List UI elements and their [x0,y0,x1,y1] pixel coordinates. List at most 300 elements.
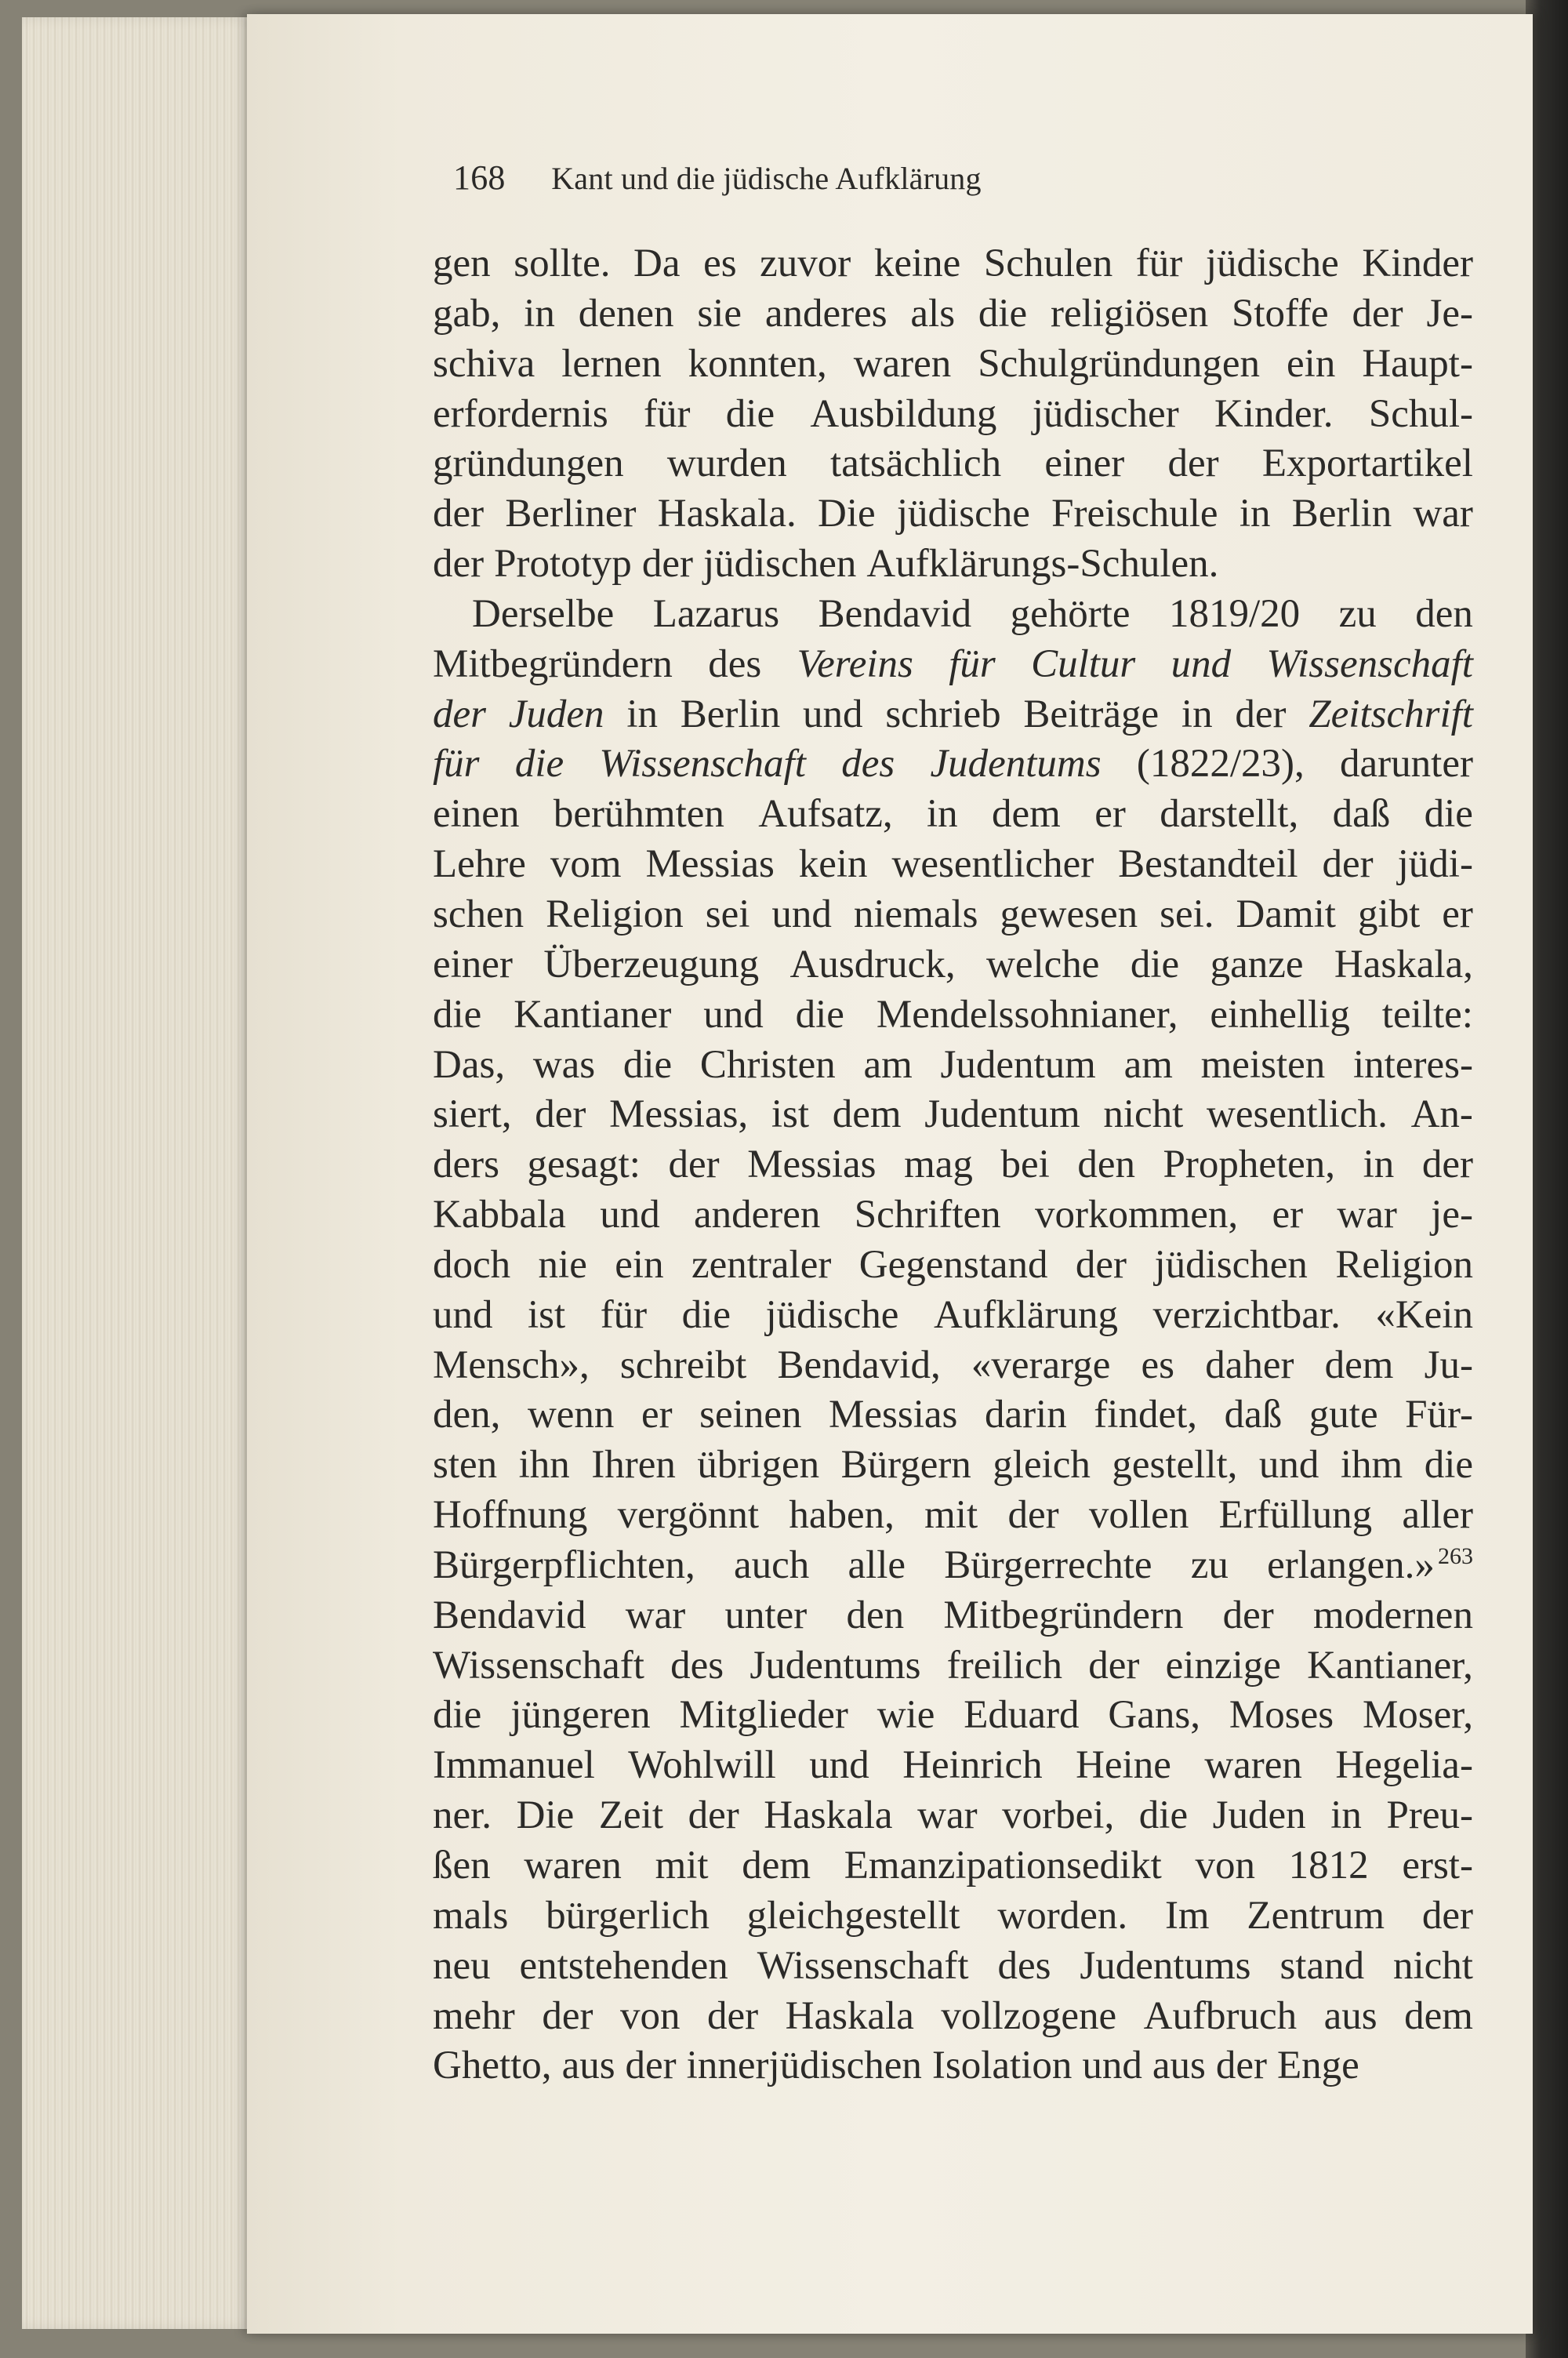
word: waren [1204,1743,1302,1788]
word: modernen [1313,1593,1473,1637]
word: Gegenstand [858,1242,1048,1287]
text-line [433,840,1473,890]
word: «Kein [1375,1292,1473,1337]
word: Berliner [505,492,637,536]
word: niemals [853,892,978,936]
word: und [1258,1443,1319,1488]
word: alle [848,1542,906,1587]
word: ders [433,1143,499,1187]
word: verzichtbar. [1152,1292,1341,1337]
word: von [619,1993,681,2038]
word: war [625,1593,686,1637]
word: gründungen [433,441,624,486]
word: der [433,492,485,536]
word: kein [798,842,868,887]
word: Kinder [1362,242,1473,285]
word: ein [1287,341,1336,386]
word: Wissenschaft [599,742,806,787]
word: konnten, [688,341,827,386]
word: Haskala [785,1993,914,2038]
word: worden. [997,1893,1128,1938]
word: Berlin [1291,492,1392,536]
word: ist [771,1092,810,1137]
word: einhellig [1210,992,1350,1037]
text-line [433,690,1473,740]
word: aus [1323,1993,1377,2038]
word: Prototyp [494,542,632,587]
chapter-title: Kant und die jüdische Aufklärung [551,161,982,196]
word: Je- [1426,291,1473,336]
book-page [247,14,1533,2334]
word: wesentlich. [1207,1092,1388,1137]
word: sten [433,1443,498,1488]
text-line [433,739,1473,790]
word: und [703,992,764,1037]
word: des [708,641,762,686]
word: der [1421,1893,1473,1938]
word: haben, [789,1493,895,1538]
text-line [433,1541,1473,1591]
word: und [600,1193,660,1237]
text-line [433,1992,1473,2042]
word: des [997,1943,1051,1988]
word: der [1222,1593,1274,1637]
word: der [1352,291,1403,336]
word: für [433,742,480,787]
word: Für- [1405,1393,1473,1437]
text-line [433,640,1473,690]
word: Kinder. [1214,391,1334,436]
word: es [703,242,737,285]
word: ßen [433,1844,491,1887]
word: Bendavid [818,591,972,636]
word: bürgerlich [546,1893,710,1938]
word: Hegelia- [1335,1743,1473,1788]
word: Wohlwill [628,1743,776,1788]
word: der [688,1793,739,1838]
word: findet, [1094,1393,1198,1437]
word: je- [1431,1193,1473,1237]
word: er [1442,892,1473,936]
word: einer [433,942,513,986]
word: waren [524,1844,622,1887]
text-line [433,1741,1473,1791]
word: Heinrich [902,1743,1043,1788]
word: Damit [1236,892,1336,936]
word: ist [528,1292,566,1337]
word: wurden [666,441,787,486]
word: die [514,742,564,787]
word: Mitglieder [679,1693,848,1738]
text-line [433,390,1473,440]
word: Derselbe [472,591,615,636]
word: Kantianer, [1307,1643,1473,1688]
word: Judentums [930,742,1102,787]
word: in [1181,692,1213,736]
text-line [433,1090,1473,1140]
word: Wissenschaft [1266,641,1473,686]
word: schiva [433,341,535,386]
word: zuvor [760,242,851,285]
word: die [1424,1443,1473,1488]
word: Haupt- [1362,341,1473,386]
word: Bürgerpflichten, [433,1542,695,1587]
word: die [433,992,482,1037]
text-line [433,1190,1473,1241]
word: Wissenschaft [757,1943,969,1988]
word: Erfüllung [1218,1493,1373,1538]
word: anderen [694,1193,821,1237]
word: die [795,992,844,1037]
word: der [706,1993,759,2038]
word: Ausbildung [810,391,997,436]
word: als [910,291,956,336]
word: entstehenden [519,1943,728,1988]
word: teilte: [1381,992,1473,1037]
word: sei. [1160,892,1214,936]
text-line [433,1441,1473,1491]
word: Religion [1335,1242,1473,1287]
word: Aufklärungs-Schulen. [866,542,1219,587]
word: Gans, [1108,1693,1200,1738]
word: für [600,1292,648,1337]
word: der [1421,1143,1473,1187]
word: aus [1152,2044,1206,2088]
word: Bendavid, [777,1342,941,1387]
word: tatsächlich [830,441,1002,486]
text-line [433,1841,1473,1891]
word: Vereins [797,641,913,686]
word: daß [1332,792,1391,837]
word: (1822/23), [1136,742,1305,787]
word: doch [433,1242,511,1287]
word: Juden [1212,1793,1306,1838]
word: zu [1190,1542,1229,1587]
word: Überzeugung [543,942,760,986]
word: sei [705,892,750,936]
word: gehörte [1010,591,1131,636]
word: nicht [1393,1943,1473,1988]
word: keine [873,242,961,285]
word: Aufsatz, [758,792,893,837]
text-line [433,540,1473,590]
word: wenn [527,1393,615,1437]
word: jüdischen [1154,1242,1308,1287]
word: 1812 [1288,1844,1369,1887]
word: Judentum [924,1092,1080,1137]
word: der [1322,842,1374,887]
word: gibt [1357,892,1421,936]
word: gesagt: [527,1143,641,1187]
word: in [1239,492,1271,536]
word: gleich [993,1443,1091,1488]
word: Haskala. [657,492,797,536]
word: Bürgerrechte [944,1542,1152,1587]
word: vom [550,842,622,887]
word: Mitbegründern [943,1593,1184,1637]
word: die [725,391,775,436]
word: erfordernis [433,391,608,436]
word: interes- [1353,1042,1473,1087]
text-line [433,340,1473,390]
word: 1819/20 [1169,591,1301,636]
word: erst- [1402,1844,1473,1887]
word: und [809,1743,869,1788]
word: der [1235,692,1287,736]
word: und [433,1292,493,1337]
word: mit [655,1844,709,1887]
word: der [1167,441,1219,486]
text-line [433,239,1473,289]
word: vorbei, [1002,1793,1115,1838]
word: gewesen [1000,892,1138,936]
word: Lazarus [652,591,780,636]
word: und [1171,641,1232,686]
text-line [433,1591,1473,1641]
word: Das, [433,1042,506,1087]
word: Enge [1277,2044,1359,2088]
word: die [433,1693,482,1738]
word: und [771,892,832,936]
text-line [433,489,1473,540]
word: der [433,542,485,587]
word: Bestandteil [1118,842,1298,887]
word: schrieb [885,692,1001,736]
word: ein [615,1242,664,1287]
word: Kantianer [514,992,672,1037]
word: Christen [699,1042,836,1087]
word: den [846,1593,905,1637]
word: jüdi- [1397,842,1473,887]
word: Messias [645,842,775,887]
word: Eduard [964,1693,1080,1738]
word: Moser, [1362,1693,1473,1738]
word: er [1272,1193,1304,1237]
word: Aufbruch [1143,1993,1298,2038]
word: Bendavid [433,1593,586,1637]
word: Schriften [854,1193,1001,1237]
word: die [1130,942,1180,986]
word: die [1138,1793,1189,1838]
word: Judentums [1080,1943,1251,1988]
word: ihn [518,1443,570,1488]
word: Stoffe [1231,291,1329,336]
word: jüdische [896,492,1030,536]
word: gestellt, [1112,1443,1238,1488]
word: Die [818,492,876,536]
word: und [1082,2044,1142,2088]
word: meisten [1200,1042,1326,1087]
word: der [542,1993,593,2038]
word: unter [724,1593,808,1637]
word: jüdischen [702,542,857,587]
word: Cultur [1031,641,1136,686]
word: dem [832,1092,902,1137]
text-line [433,940,1473,990]
word: in [524,291,555,336]
word: aller [1402,1493,1473,1538]
word: gab, [433,291,501,336]
word: Mensch», [433,1342,590,1387]
word: Emanzipationsedikt [844,1844,1162,1887]
word: nie [538,1242,587,1287]
word: siert, [433,1092,512,1137]
word: übrigen [697,1443,820,1488]
word: sie [697,291,742,336]
word: ner. [433,1793,492,1838]
word: Aufklärung [933,1292,1119,1337]
word: der [1075,1242,1127,1287]
word: Haskala, [1334,942,1473,986]
word: Juden [508,692,604,736]
word: der [1007,1493,1059,1538]
word: in [927,792,958,837]
word: vollzogene [941,1993,1117,2038]
word: darin [984,1393,1067,1437]
word: vollen [1088,1493,1189,1538]
word: Zeit [598,1793,663,1838]
text-line [433,1341,1473,1391]
word: Mitbegründern [433,641,673,686]
word: «verarge [971,1342,1111,1387]
page-number: 168 [453,158,506,197]
word: war [917,1793,978,1838]
word: am [1123,1042,1173,1087]
word: Bürgern [840,1443,971,1488]
word: den, [433,1393,501,1437]
word: in [1363,1143,1395,1187]
word: jüdische [1205,242,1339,285]
word: einen [433,792,520,837]
word: am [863,1042,913,1087]
word: Ausdruck, [789,942,956,986]
word: Heine [1076,1743,1171,1788]
word: denen [578,291,674,336]
text-line [433,1291,1473,1341]
word: jüngeren [510,1693,651,1738]
word: darstellt, [1160,792,1299,837]
word: für [644,391,691,436]
text-line [433,1641,1473,1691]
word: Lehre [433,842,526,887]
text-line [433,1241,1473,1291]
word: in [1330,1793,1362,1838]
word: den [1415,591,1473,636]
word: gleichgestellt [746,1893,960,1938]
word: Freischule [1051,492,1218,536]
word: ganze [1210,942,1304,986]
word: jüdische [765,1292,899,1337]
word: Wissenschaft [433,1643,644,1688]
word: einer [1044,441,1125,486]
word: Schul- [1368,391,1473,436]
word: und [803,692,863,736]
word: dem [1404,1993,1473,2038]
word: dem [992,792,1061,837]
word: Hoffnung [433,1493,588,1538]
word: der [433,692,486,736]
word: die [681,1292,731,1337]
word: dem [1324,1342,1394,1387]
word: für [1135,242,1183,285]
word: Beiträge [1023,692,1160,736]
word: Ju- [1424,1342,1473,1387]
word: Isolation [931,2044,1073,2088]
word: die [978,291,1028,336]
word: er [1094,792,1126,837]
word: wie [877,1693,935,1738]
word: neu [433,1943,491,1988]
word: ihm [1340,1443,1403,1488]
word: Messias, [609,1092,749,1137]
word: der [625,2044,677,2088]
word: aus [561,2044,615,2088]
word: gute [1308,1393,1378,1437]
page-stack-edge [22,17,273,2329]
word: des [670,1643,724,1688]
text-line [433,790,1473,840]
word: Die [516,1793,575,1838]
word: Haskala [764,1793,893,1838]
word: von [1195,1844,1255,1887]
text-line [433,289,1473,340]
word: Messias [829,1393,958,1437]
text-line [433,439,1473,489]
word: waren [853,341,952,386]
word: Judentums [750,1643,921,1688]
text-line [433,1891,1473,1942]
word: berühmten [553,792,724,837]
word: der [1088,1643,1140,1688]
word: mehr [433,1993,515,2038]
text-line [433,1491,1473,1541]
word: Im [1164,1893,1210,1938]
word: Religion [546,892,684,936]
word: der [668,1143,720,1187]
word: erlangen.» 263 [1267,1542,1473,1587]
word: Mendelssohnianer, [876,992,1178,1037]
text-line [433,890,1473,940]
word: Propheten, [1163,1143,1336,1187]
word: zu [1338,591,1377,636]
text-line [433,590,1473,640]
word: Zentrum [1247,1893,1385,1938]
word: mag [904,1143,973,1187]
word: schen [433,892,524,936]
word: sollte. [514,242,611,285]
word: daß [1224,1393,1283,1437]
word: Schulen [983,242,1113,285]
word: auch [733,1542,810,1587]
word: Kabbala [433,1193,566,1237]
word: er [641,1393,673,1437]
word: wesentlicher [891,842,1094,887]
word: der [1215,2044,1268,2088]
text-line [433,1140,1473,1190]
word: jüdischer [1032,391,1179,436]
word: Da [633,242,681,285]
word: lernen [561,341,662,386]
word: Ghetto, [433,2044,552,2088]
word: was [532,1042,596,1087]
word: Exportartikel [1261,441,1473,486]
word: Ihren [591,1443,676,1488]
word: daher [1205,1342,1294,1387]
word: vergönnt [617,1493,760,1538]
word: Messias [747,1143,877,1187]
word: der [535,1092,586,1137]
text-line [433,990,1473,1041]
